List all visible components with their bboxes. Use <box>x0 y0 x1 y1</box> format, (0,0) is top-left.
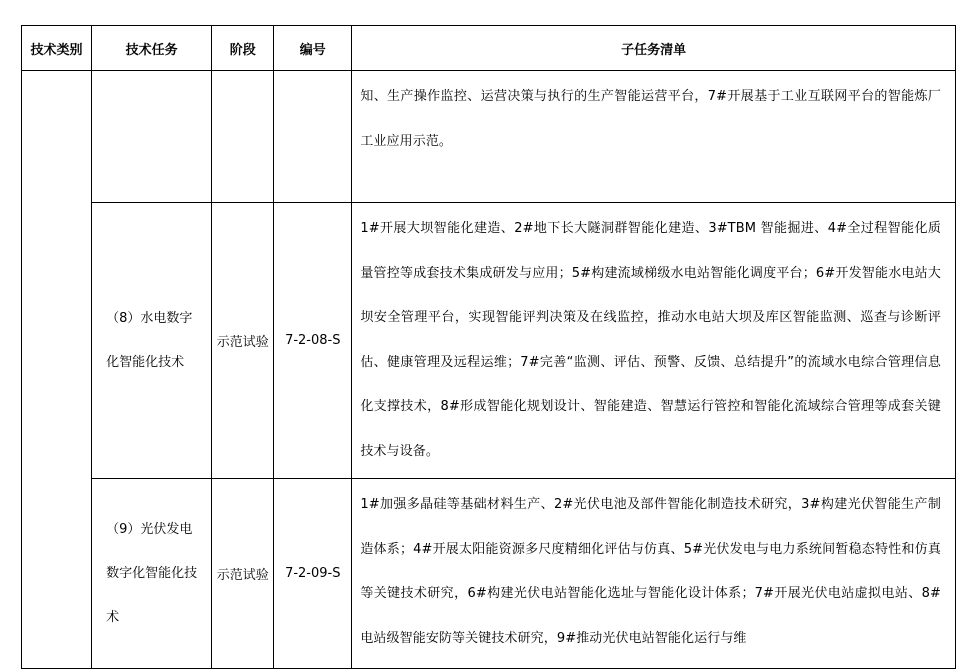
task-cell: （8）水电数字化智能化技术 <box>92 203 212 479</box>
header-category: 技术类别 <box>22 26 92 71</box>
code-cell <box>274 71 352 203</box>
stage-cell: 示范试验 <box>212 479 274 669</box>
category-cell <box>22 71 92 669</box>
code-cell: 7-2-09-S <box>274 479 352 669</box>
table-row <box>22 71 956 203</box>
header-subtasks: 子任务清单 <box>352 26 956 71</box>
subtasks-cell: 1#加强多晶硅等基础材料生产、2#光伏电池及部件智能化制造技术研究，3#构建光伏智能生产制造体系；4#开展太阳能资源多尺度精细化评估与仿真、5#光伏发电与电力系统间暂稳态特性和仿真等关键技术研究，6#构建光伏电站智能化选址与智能化设计体系；7#开展光伏电站虚拟电站、8#电站级智能安防等关键技术研究，9#推动光伏电站智能化运行与维 <box>352 479 956 669</box>
stage-cell: 示范试验 <box>212 203 274 479</box>
table-row <box>22 203 956 479</box>
table-row <box>22 479 956 669</box>
subtasks-cell: 1#开展大坝智能化建造、2#地下长大隧洞群智能化建造、3#TBM 智能掘进、4#全过程智能化质量管控等成套技术集成研发与应用；5#构建流域梯级水电站智能化调度平台；6#开发智能水电站大坝安全管理平台，实现智能评判决策及在线监控，推动水电站大坝及库区智能监测、巡查与诊断评估、健康管理及远程运维；7#完善“监测、评估、预警、反馈、总结提升”的流域水电综合管理信息化支撑技术，8#形成智能化规划设计、智能建造、智慧运行管控和智能化流域综合管理等成套关键技术与设备。 <box>352 203 956 479</box>
code-cell: 7-2-08-S <box>274 203 352 479</box>
header-stage: 阶段 <box>212 26 274 71</box>
task-cell: （9）光伏发电数字化智能化技术 <box>92 479 212 669</box>
stage-cell <box>212 71 274 203</box>
table-header-row <box>22 26 956 71</box>
subtasks-cell: 知、生产操作监控、运营决策与执行的生产智能运营平台，7#开展基于工业互联网平台的智能炼厂工业应用示范。 <box>352 71 956 203</box>
header-task: 技术任务 <box>92 26 212 71</box>
task-cell <box>92 71 212 203</box>
header-code: 编号 <box>274 26 352 71</box>
task-table <box>21 25 956 669</box>
